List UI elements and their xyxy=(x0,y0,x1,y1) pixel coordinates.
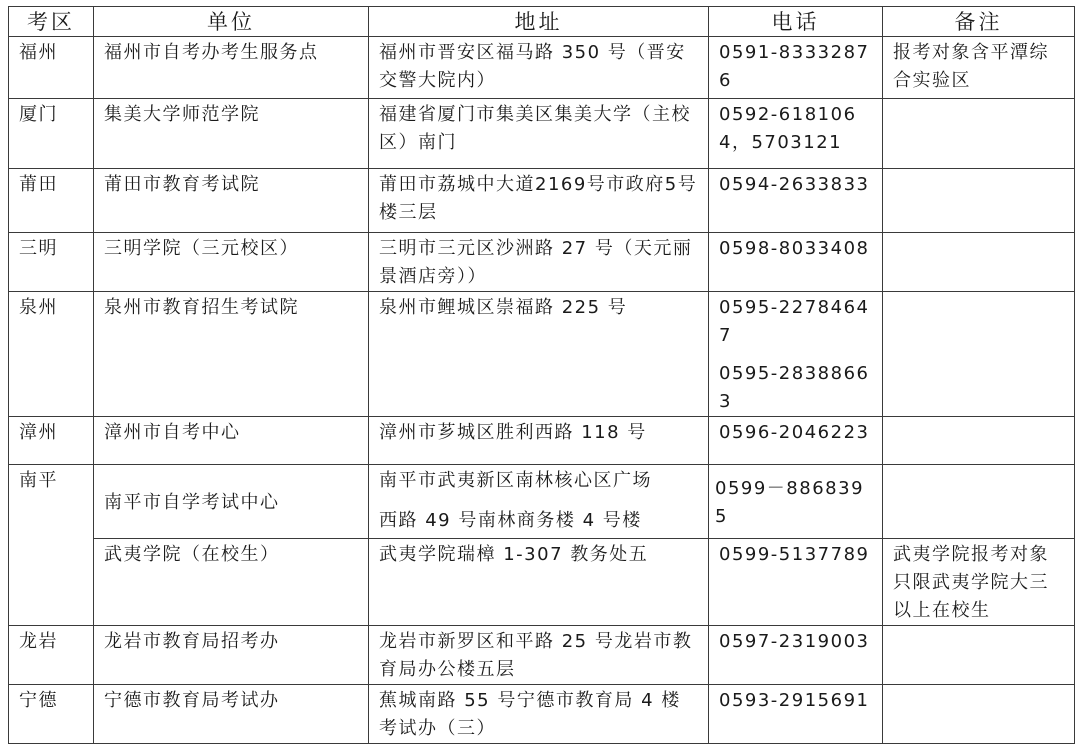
phone-cell xyxy=(709,292,883,417)
note-cell xyxy=(883,417,1075,465)
phone-cell: 0591-83332876 xyxy=(709,37,883,99)
address-cell: 漳州市芗城区胜利西路 118 号 xyxy=(369,417,709,465)
header-phone: 电话 xyxy=(709,7,883,37)
address-cell: 三明市三元区沙洲路 27 号（天元丽景酒店旁）） xyxy=(369,233,709,292)
phone-cell: 0594-2633833 xyxy=(709,169,883,233)
region-cell: 南平 xyxy=(9,465,94,626)
note-cell xyxy=(883,465,1075,539)
unit-cell: 龙岩市教育局招考办 xyxy=(94,626,369,685)
region-cell: 莆田 xyxy=(9,169,94,233)
unit-cell: 泉州市教育招生考试院 xyxy=(94,292,369,417)
header-unit: 单位 xyxy=(94,7,369,37)
region-cell: 泉州 xyxy=(9,292,94,417)
unit-cell: 南平市自学考试中心 xyxy=(94,465,369,539)
region-cell: 漳州 xyxy=(9,417,94,465)
table-row xyxy=(9,417,1075,465)
header-address: 地址 xyxy=(369,7,709,37)
table-row xyxy=(9,465,1075,539)
address-line: 西路 49 号南林商务楼 4 号楼 xyxy=(379,510,642,531)
region-cell: 龙岩 xyxy=(9,626,94,685)
note-cell: 武夷学院报考对象只限武夷学院大三以上在校生 xyxy=(883,539,1075,626)
table-row xyxy=(9,685,1075,744)
region-cell: 三明 xyxy=(9,233,94,292)
unit-cell: 漳州市自考中心 xyxy=(94,417,369,465)
address-cell: 泉州市鲤城区崇福路 225 号 xyxy=(369,292,709,417)
phone-line: 0595-28388663 xyxy=(719,363,870,412)
phone-cell: 0596-2046223 xyxy=(709,417,883,465)
note-cell: 报考对象含平潭综合实验区 xyxy=(883,37,1075,99)
table-row xyxy=(9,37,1075,99)
address-line: 南平市武夷新区南林核心区广场 xyxy=(379,470,652,491)
unit-cell: 宁德市教育局考试办 xyxy=(94,685,369,744)
note-cell xyxy=(883,233,1075,292)
note-cell xyxy=(883,169,1075,233)
table-row xyxy=(9,292,1075,417)
table-row xyxy=(9,626,1075,685)
region-cell: 厦门 xyxy=(9,99,94,169)
address-cell: 莆田市荔城中大道2169号市政府5号楼三层 xyxy=(369,169,709,233)
header-region: 考区 xyxy=(9,7,94,37)
phone-cell: 0599－8868395 xyxy=(709,465,883,539)
address-cell: 福建省厦门市集美区集美大学（主校区）南门 xyxy=(369,99,709,169)
note-cell xyxy=(883,99,1075,169)
phone-cell: 0599-5137789 xyxy=(709,539,883,626)
header-note: 备注 xyxy=(883,7,1075,37)
unit-cell: 武夷学院（在校生） xyxy=(94,539,369,626)
table-header-row xyxy=(9,7,1075,37)
unit-cell: 三明学院（三元校区） xyxy=(94,233,369,292)
address-cell: 福州市晋安区福马路 350 号（晋安交警大院内） xyxy=(369,37,709,99)
table-row xyxy=(9,169,1075,233)
region-cell: 福州 xyxy=(9,37,94,99)
note-cell xyxy=(883,292,1075,417)
table-row xyxy=(9,99,1075,169)
unit-cell: 莆田市教育考试院 xyxy=(94,169,369,233)
address-cell: 武夷学院瑞樟 1-307 教务处五 xyxy=(369,539,709,626)
address-cell xyxy=(369,465,709,539)
unit-cell: 集美大学师范学院 xyxy=(94,99,369,169)
exam-sites-table xyxy=(8,6,1075,744)
region-cell: 宁德 xyxy=(9,685,94,744)
phone-cell: 0592-6181064，5703121 xyxy=(709,99,883,169)
unit-cell: 福州市自考办考生服务点 xyxy=(94,37,369,99)
note-cell xyxy=(883,626,1075,685)
table-row xyxy=(9,233,1075,292)
address-cell: 龙岩市新罗区和平路 25 号龙岩市教育局办公楼五层 xyxy=(369,626,709,685)
phone-cell: 0598-8033408 xyxy=(709,233,883,292)
phone-cell: 0597-2319003 xyxy=(709,626,883,685)
table-row xyxy=(9,539,1075,626)
phone-cell: 0593-2915691 xyxy=(709,685,883,744)
note-cell xyxy=(883,685,1075,744)
address-cell: 蕉城南路 55 号宁德市教育局 4 楼考试办（三） xyxy=(369,685,709,744)
phone-line: 0595-22784647 xyxy=(719,297,870,346)
